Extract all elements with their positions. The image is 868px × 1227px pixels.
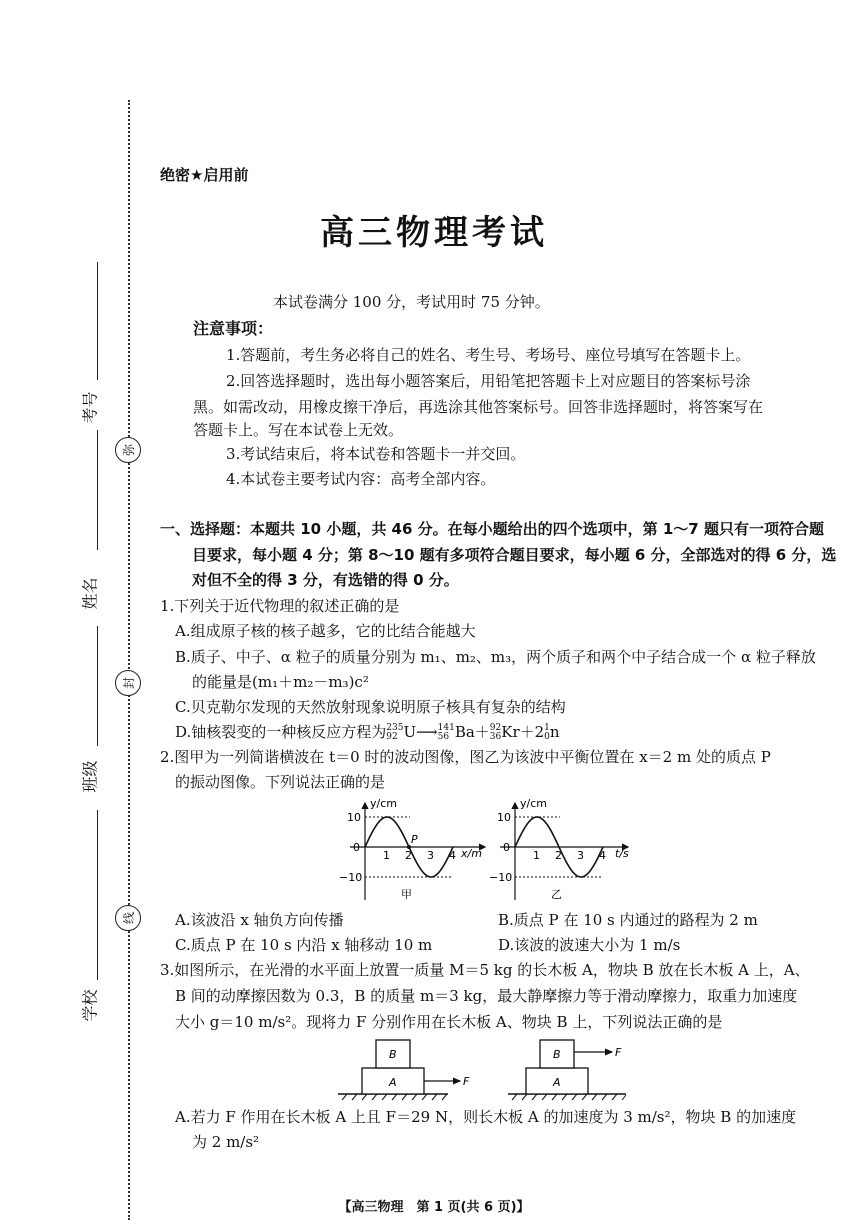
q2-vibration-figure (478, 795, 648, 910)
wave-ytick-neg10: −10 (339, 871, 363, 884)
notice-item-2a: 2.回答选择题时，选出每小题答案后，用铅笔把答题卡上对应题目的答案标号涂 (226, 372, 751, 390)
exam-subtitle: 本试卷满分 100 分，考试用时 75 分钟。 (273, 293, 550, 311)
notice-item-2c: 答题卡上。写在本试卷上无效。 (193, 421, 404, 439)
q2-option-b: B.质点 P 在 10 s 内通过的路程为 2 m (498, 911, 758, 929)
q1-option-a: A.组成原子核的核子越多，它的比结合能越大 (175, 622, 476, 640)
q3-stem-line2: B 间的动摩擦因数为 0.3，B 的质量 m＝3 kg，最大静摩擦力等于滑动摩擦力，取重力加速度 (175, 987, 798, 1005)
block-a-left-label: A (389, 1076, 397, 1089)
q1-option-d: D.铀核裂变的一种核反应方程为 235 92 U⟶ 141 56 Ba＋ 92 36 Kr＋2 1 0 n (175, 723, 560, 742)
vib-ytick-0: 0 (503, 841, 510, 854)
q2-stem-line1: 2.图甲为一列简谐横波在 t＝0 时的波动图像，图乙为该波中平衡位置在 x＝2 m 处的质点 P (160, 748, 771, 766)
force-left-label: F (463, 1075, 470, 1088)
vib-caption: 乙 (551, 888, 562, 901)
page-footer: 【高三物理 第 1 页(共 6 页)】 (338, 1200, 530, 1215)
vib-xlabel: t/s (615, 847, 629, 860)
q1-option-b-line2: 的能量是(m₁＋m₂－m₃)c² (192, 673, 369, 691)
vib-ylabel: y/cm (520, 797, 547, 810)
vib-xtick-2: 2 (555, 849, 562, 862)
block-a-right-label: A (553, 1076, 561, 1089)
seal-mark-feng: 封 (115, 670, 141, 696)
exam-number-label: 考号 (80, 391, 100, 424)
section1-line-2: 目要求，每小题 4 分；第 8～10 题有多项符合题目要求，每小题 6 分，全部选对的得 6 分，选 (192, 546, 837, 564)
q3-option-a-line1: A.若力 F 作用在长木板 A 上且 F＝29 N，则长木板 A 的加速度为 3 m/s²，物块 B 的加速度 (175, 1108, 797, 1126)
q3-blocks-figure (330, 1032, 650, 1102)
page-title: 高三物理考试 (320, 213, 548, 253)
wave-point-label: P (411, 833, 418, 846)
block-b-right-label: B (553, 1048, 561, 1061)
ground-hatch-left (342, 1094, 447, 1100)
wave-xtick-3: 3 (427, 849, 434, 862)
wave-ytick-0: 0 (353, 841, 360, 854)
q2-option-c: C.质点 P 在 10 s 内沿 x 轴移动 10 m (175, 936, 433, 954)
ground-hatch-right (512, 1094, 626, 1100)
block-b-left-label: B (389, 1048, 397, 1061)
vib-xtick-1: 1 (533, 849, 540, 862)
seal-mark-mi: 弥 (115, 437, 141, 463)
seal-mark-xian: 线 (115, 905, 141, 931)
wave-ylabel: y/cm (370, 797, 397, 810)
q2-option-a: A.该波沿 x 轴负方向传播 (175, 911, 344, 929)
q2-option-d: D.该波的波速大小为 1 m/s (498, 936, 681, 954)
section1-line-3: 对但不全的得 3 分，有选错的得 0 分。 (192, 571, 459, 589)
q2-wave-figure (330, 795, 500, 910)
q1-stem: 1.下列关于近代物理的叙述正确的是 (160, 597, 400, 615)
notice-heading: 注意事项： (193, 319, 274, 338)
force-right-label: F (615, 1046, 622, 1059)
vib-xtick-4: 4 (599, 849, 606, 862)
wave-xlabel: x/m (461, 847, 482, 860)
secret-label: 绝密★启用前 (160, 166, 249, 184)
q3-option-a-line2: 为 2 m/s² (192, 1133, 260, 1151)
wave-xtick-4: 4 (449, 849, 456, 862)
q1-option-b-line1: B.质子、中子、α 粒子的质量分别为 m₁、m₂、m₃，两个质子和两个中子结合成一个 α 粒子释放 (175, 648, 816, 666)
q1-option-c: C.贝克勒尔发现的天然放射现象说明原子核具有复杂的结构 (175, 698, 566, 716)
class-line (97, 626, 98, 746)
binding-dotted-line (128, 100, 130, 1220)
name-label: 姓名 (80, 577, 100, 610)
exam-number-line (97, 262, 98, 380)
wave-ytick-10: 10 (347, 811, 361, 824)
q3-stem-line1: 3.如图所示，在光滑的水平面上放置一质量 M＝5 kg 的长木板 A，物块 B 放在长木板 A 上，A、 (160, 961, 810, 979)
name-line-top (97, 430, 98, 550)
section1-line-1: 一、选择题：本题共 10 小题，共 46 分。在每小题给出的四个选项中，第 1～7 题只有一项符合题 (160, 520, 824, 538)
wave-xtick-2: 2 (405, 849, 412, 862)
notice-item-2b: 黑。如需改动，用橡皮擦干净后，再选涂其他答案标号。回答非选择题时，将答案写在 (193, 398, 764, 416)
wave-xtick-1: 1 (383, 849, 390, 862)
vib-ytick-neg10: −10 (489, 871, 513, 884)
vib-xtick-3: 3 (577, 849, 584, 862)
school-line (97, 810, 98, 980)
notice-item-3: 3.考试结束后，将本试卷和答题卡一并交回。 (226, 445, 526, 463)
vib-ytick-10: 10 (497, 811, 511, 824)
wave-caption: 甲 (401, 888, 412, 901)
school-label: 学校 (80, 989, 100, 1022)
notice-item-1: 1.答题前，考生务必将自己的姓名、考生号、考场号、座位号填写在答题卡上。 (226, 346, 751, 364)
q2-stem-line2: 的振动图像。下列说法正确的是 (175, 773, 386, 791)
class-label: 班级 (80, 760, 100, 793)
notice-item-4: 4.本试卷主要考试内容：高考全部内容。 (226, 470, 496, 488)
q3-stem-line3: 大小 g＝10 m/s²。现将力 F 分别作用在长木板 A、物块 B 上，下列说法正确的是 (175, 1013, 723, 1031)
